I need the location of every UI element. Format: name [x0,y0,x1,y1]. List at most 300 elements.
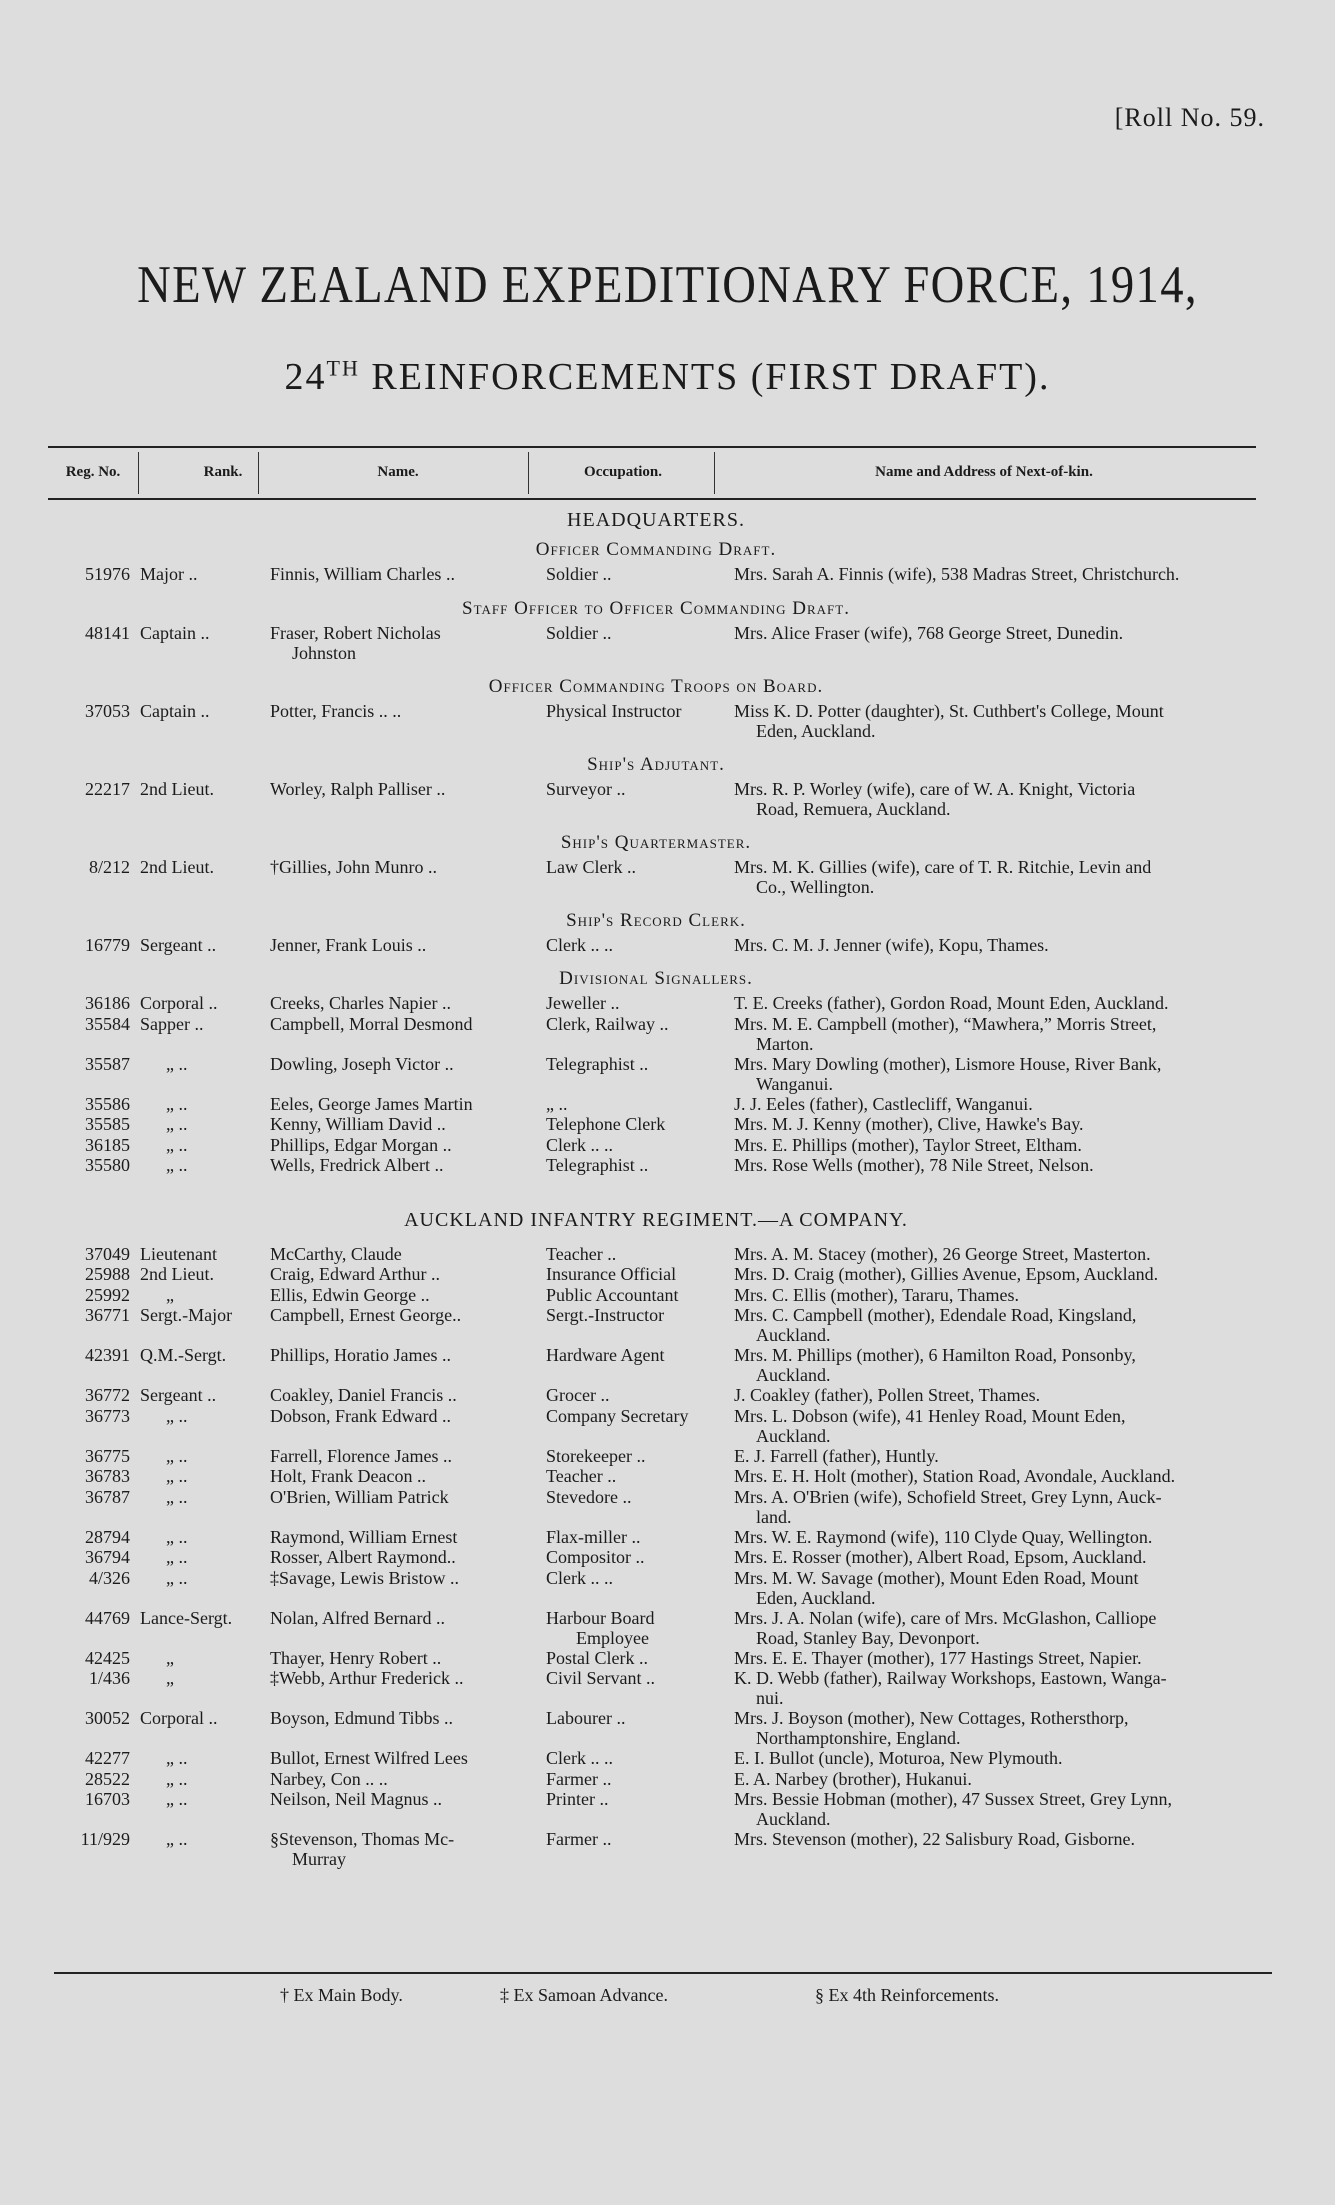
soldier-name-line: ‡Webb, Arthur Frederick .. [270,1668,464,1688]
soldier-name-line: Worley, Ralph Palliser .. [270,778,446,799]
page-title: NEW ZEALAND EXPEDITIONARY FORCE, 1914, [137,256,1198,314]
soldier-name [266,1568,580,1588]
rank-line: Captain .. [140,700,210,721]
reg-number-line: 36772 [85,1385,130,1405]
next-of-kin-continuation: Co., Wellington. [756,876,875,897]
next-of-kin-line: E. I. Bullot (uncle), Moturoa, New Plymouth. [734,1748,1063,1768]
rank-line: 2nd Lieut. [140,856,214,877]
occupation-line: Telegraphist .. [546,1053,649,1074]
next-of-kin [728,1114,1324,1134]
soldier-name-line: Eeles, George James Martin [270,1093,473,1114]
occupation-line: Harbour Board [546,1607,655,1628]
reg-number [48,1014,130,1034]
next-of-kin [728,1014,1324,1054]
subtitle-suffix: TH [326,355,360,381]
soldier-name [266,1305,580,1325]
soldier-name-line: Rosser, Albert Raymond.. [270,1547,456,1567]
rank-line: „ .. [166,1547,188,1567]
next-of-kin [728,1547,1324,1567]
soldier-name [266,1446,580,1466]
col-name: Name. [377,464,419,480]
next-of-kin-line: Mrs. E. E. Thayer (mother), 177 Hastings Street, Napier. [734,1647,1142,1668]
section-heading: AUCKLAND INFANTRY REGIMENT.—A COMPANY. [404,1208,908,1231]
next-of-kin [728,1568,1324,1608]
next-of-kin [728,1769,1324,1789]
next-of-kin-line: E. J. Farrell (father), Huntly. [734,1445,939,1466]
reg-number-line: 48141 [85,622,130,643]
next-of-kin [728,1264,1324,1284]
occupation-line: Telegraphist .. [546,1155,649,1175]
reg-number-line: 36794 [85,1547,130,1567]
rank-line: Sergeant .. [140,1385,217,1405]
occupation-line: Compositor .. [546,1547,645,1567]
occupation-line: Telephone Clerk [546,1114,666,1134]
reg-number [48,1244,130,1264]
reg-number [48,779,130,799]
soldier-name-line: Nolan, Alfred Bernard .. [270,1607,445,1628]
next-of-kin-line: Mrs. M. W. Savage (mother), Mount Eden Road, Mount [734,1567,1139,1588]
soldier-name [266,1829,580,1869]
soldier-name-line: Thayer, Henry Robert .. [270,1647,442,1668]
soldier-name-line: Dowling, Joseph Victor .. [270,1053,454,1074]
rank-line: „ .. [166,1155,188,1175]
next-of-kin [728,1244,1324,1264]
next-of-kin [728,564,1324,584]
soldier-name [266,1547,580,1567]
section-heading: Ship's Adjutant. [587,753,725,775]
reg-number-line: 36787 [85,1486,130,1507]
next-of-kin [728,1385,1324,1405]
section-heading: HEADQUARTERS. [567,509,745,531]
soldier-name [266,1385,580,1405]
reg-number-line: 35585 [85,1114,130,1134]
occupation-line: Hardware Agent [546,1345,665,1365]
rank-line: Sapper .. [140,1013,204,1034]
reg-number [48,1547,130,1567]
rank-line: „ .. [166,1466,188,1486]
soldier-name [266,564,580,584]
next-of-kin-line: Mrs. Alice Fraser (wife), 768 George Street, Dunedin. [734,622,1124,643]
next-of-kin-line: Mrs. Mary Dowling (mother), Lismore House, River Bank, [734,1053,1162,1074]
soldier-name [266,1466,580,1486]
reg-number-line: 8/212 [88,856,130,877]
rank-line: Q.M.-Sergt. [140,1345,227,1365]
soldier-name-continuation: Johnston [292,642,357,663]
soldier-name-line: §Stevenson, Thomas Mc- [270,1829,455,1849]
reg-number [48,1114,130,1134]
next-of-kin-line: J. Coakley (father), Pollen Street, Thames. [734,1385,1041,1405]
occupation-line: Stevedore .. [546,1486,632,1507]
next-of-kin-continuation: Eden, Auckland. [756,720,876,741]
occupation-line: Jeweller .. [546,993,620,1013]
reg-number [48,1568,130,1588]
next-of-kin [728,1789,1324,1829]
soldier-name [266,1054,580,1074]
occupation-line: Farmer .. [546,1768,612,1789]
occupation-line: Soldier .. [546,564,612,584]
occupation-line: Physical Instructor [546,700,682,721]
next-of-kin [728,993,1324,1013]
soldier-name-line: Fraser, Robert Nicholas [270,622,441,643]
reg-number [48,1769,130,1789]
reg-number [48,1345,130,1365]
soldier-name [266,701,580,721]
reg-number-line: 35584 [85,1013,130,1034]
next-of-kin [728,857,1324,897]
soldier-name-line: Campbell, Morral Desmond [270,1013,473,1034]
occupation-continuation: Employee [576,1627,649,1648]
next-of-kin-continuation: Wanganui. [756,1073,834,1094]
rank-line: Sergeant .. [140,934,217,955]
reg-number [48,1668,130,1688]
reg-number-line: 36773 [85,1405,130,1426]
rank-line: Major .. [140,564,198,584]
next-of-kin [728,1094,1324,1114]
reg-number-line: 22217 [85,778,130,799]
reg-number-line: 37053 [85,700,130,721]
section-heading: Officer Commanding Draft. [535,539,777,560]
next-of-kin [728,1708,1324,1748]
rank-line: „ [166,1647,174,1668]
reg-number-line: 28522 [85,1768,130,1789]
rank-line: „ .. [166,1486,188,1507]
rank-line: „ .. [166,1526,188,1547]
next-of-kin-continuation: Road, Stanley Bay, Devonport. [756,1627,980,1648]
occupation-line: Surveyor .. [546,778,626,799]
soldier-name [266,857,580,877]
soldier-name [266,993,580,1013]
rank-line: „ [166,1284,174,1305]
occupation-line: Clerk .. .. [546,934,613,955]
soldier-name-line: McCarthy, Claude [270,1243,402,1264]
section-heading: Ship's Record Clerk. [566,909,746,931]
reg-number [48,1708,130,1728]
next-of-kin [728,1054,1324,1094]
soldier-name-line: Jenner, Frank Louis .. [270,934,427,955]
reg-number [48,1608,130,1628]
roll-number: [Roll No. 59. [1114,103,1265,132]
next-of-kin [728,1748,1324,1768]
rank-line: „ .. [166,1053,188,1074]
next-of-kin-line: Mrs. R. P. Worley (wife), care of W. A. Knight, Victoria [734,778,1136,799]
reg-number [48,1466,130,1486]
reg-number [48,1789,130,1809]
section-heading: Officer Commanding Troops on Board. [488,675,824,697]
reg-number [48,1648,130,1668]
rank-line: 2nd Lieut. [140,1264,214,1284]
soldier-name-line: †Gillies, John Munro .. [270,856,438,877]
soldier-name [266,1487,580,1507]
occupation-line: Flax-miller .. [546,1526,641,1547]
next-of-kin-line: Mrs. C. M. J. Jenner (wife), Kopu, Thames. [734,934,1049,955]
rank-line: „ .. [166,1405,188,1426]
occupation-line: Clerk .. .. [546,1134,613,1155]
next-of-kin [728,935,1324,955]
next-of-kin-continuation: Auckland. [756,1365,831,1385]
next-of-kin [728,779,1324,819]
reg-number [48,1054,130,1074]
next-of-kin-line: Mrs. A. M. Stacey (mother), 26 George Street, Masterton. [734,1243,1151,1264]
soldier-name-line: Bullot, Ernest Wilfred Lees [270,1748,468,1768]
soldier-name [266,1748,580,1768]
footnote-samoan-advance: ‡ Ex Samoan Advance. [500,1985,668,2005]
reg-number [48,1094,130,1114]
rank-line: „ .. [166,1789,188,1809]
next-of-kin-line: Mrs. E. H. Holt (mother), Station Road, Avondale, Auckland. [734,1466,1176,1486]
occupation-line: Storekeeper .. [546,1445,646,1466]
rank-line: „ .. [166,1114,188,1134]
occupation-line: Farmer .. [546,1829,612,1849]
occupation-line: Grocer .. [546,1385,610,1405]
next-of-kin [728,1487,1324,1527]
rank-line: Corporal .. [140,1708,218,1728]
reg-number-line: 37049 [85,1243,130,1264]
next-of-kin-line: Mrs. M. E. Campbell (mother), “Mawhera,” Morris Street, [734,1013,1157,1034]
next-of-kin-line: Mrs. Stevenson (mother), 22 Salisbury Road, Gisborne. [734,1829,1135,1849]
occupation-line: Teacher .. [546,1466,617,1486]
next-of-kin-line: Mrs. M. Phillips (mother), 6 Hamilton Road, Ponsonby, [734,1345,1136,1365]
occupation-line: Civil Servant .. [546,1668,655,1688]
subtitle-text: REINFORCEMENTS (FIRST DRAFT). [359,356,1051,398]
rank-line: Captain .. [140,622,210,643]
reg-number-line: 30052 [85,1708,130,1728]
soldier-name-line: Creeks, Charles Napier .. [270,993,451,1013]
reg-number [48,1385,130,1405]
next-of-kin-line: Mrs. Sarah A. Finnis (wife), 538 Madras Street, Christchurch. [734,564,1180,584]
soldier-name-line: Finnis, William Charles .. [270,564,455,584]
next-of-kin [728,1406,1324,1446]
occupation-line: Postal Clerk .. [546,1647,648,1668]
reg-number [48,1748,130,1768]
soldier-name-line: Farrell, Florence James .. [270,1445,452,1466]
soldier-name [266,1668,580,1688]
next-of-kin-continuation: Auckland. [756,1325,831,1345]
soldier-name-line: Kenny, William David .. [270,1114,446,1134]
reg-number-line: 16779 [85,934,130,955]
next-of-kin [728,701,1324,741]
reg-number [48,1527,130,1547]
next-of-kin-line: Mrs. M. K. Gillies (wife), care of T. R. Ritchie, Levin and [734,856,1152,877]
next-of-kin [728,1466,1324,1486]
reg-number-line: 44769 [85,1607,130,1628]
next-of-kin [728,1608,1324,1648]
next-of-kin [728,1527,1324,1547]
reg-number [48,1305,130,1325]
reg-number [48,564,130,584]
rank-line: „ .. [166,1768,188,1789]
next-of-kin-continuation: Auckland. [756,1809,831,1829]
reg-number-line: 25988 [85,1264,130,1284]
next-of-kin [728,623,1324,643]
soldier-name [266,1648,580,1668]
next-of-kin-line: Miss K. D. Potter (daughter), St. Cuthbert's College, Mount [734,700,1164,721]
next-of-kin-line: Mrs. Bessie Hobman (mother), 47 Sussex Street, Grey Lynn, [734,1789,1172,1809]
occupation-line: Public Accountant [546,1284,679,1305]
soldier-name [266,1527,580,1547]
occupation-line: Law Clerk .. [546,856,636,877]
soldier-name [266,623,580,663]
reg-number-line: 16703 [85,1789,130,1809]
next-of-kin [728,1305,1324,1345]
soldier-name [266,935,580,955]
soldier-name-line: Narbey, Con .. .. [270,1768,388,1789]
occupation-line: Insurance Official [546,1264,677,1284]
next-of-kin-continuation: land. [756,1506,792,1527]
soldier-name-line: Neilson, Neil Magnus .. [270,1789,442,1809]
next-of-kin-line: E. A. Narbey (brother), Hukanui. [734,1768,972,1789]
reg-number [48,857,130,877]
reg-number [48,1155,130,1175]
next-of-kin-line: Mrs. E. Rosser (mother), Albert Road, Epsom, Auckland. [734,1547,1147,1567]
column-header [48,446,1256,500]
next-of-kin [728,1345,1324,1385]
rank-line: „ .. [166,1445,188,1466]
soldier-name-continuation: Murray [292,1849,346,1869]
next-of-kin [728,1648,1324,1668]
soldier-name [266,1135,580,1155]
reg-number-line: 36185 [85,1134,130,1155]
reg-number [48,623,130,643]
reg-number [48,1487,130,1507]
soldier-name-line: Potter, Francis .. .. [270,700,402,721]
subtitle-number: 24 [284,356,327,398]
rank-line: Corporal .. [140,993,218,1013]
reg-number [48,935,130,955]
occupation-line: Printer .. [546,1789,609,1809]
soldier-name [266,1244,580,1264]
soldier-name-line: Coakley, Daniel Francis .. [270,1385,457,1405]
col-rank: Rank. [203,464,243,480]
section-heading: Staff Officer to Officer Commanding Draft. [462,597,850,619]
rank-line: „ .. [166,1093,188,1114]
next-of-kin-line: K. D. Webb (father), Railway Workshops, Eastown, Wanga- [734,1668,1167,1688]
occupation-line: Labourer .. [546,1708,626,1728]
reg-number [48,1406,130,1426]
next-of-kin-continuation: Auckland. [756,1425,831,1446]
next-of-kin [728,1829,1324,1849]
rank-line: „ [166,1668,174,1688]
next-of-kin [728,1285,1324,1305]
reg-number [48,993,130,1013]
soldier-name-line: Craig, Edward Arthur .. [270,1264,440,1284]
soldier-name-line: Holt, Frank Deacon .. [270,1466,426,1486]
rank-line: Lieutenant [140,1243,217,1264]
footnote-main-body: † Ex Main Body. [280,1985,403,2005]
soldier-name-line: Campbell, Ernest George.. [270,1305,462,1325]
soldier-name [266,1608,580,1628]
rank-line: „ .. [166,1567,188,1588]
soldier-name-line: Phillips, Edgar Morgan .. [270,1134,452,1155]
occupation-line: Company Secretary [546,1405,689,1426]
next-of-kin-continuation: Marton. [756,1033,814,1054]
reg-number-line: 36783 [85,1466,130,1486]
rank-line: „ .. [166,1748,188,1768]
reg-number [48,1446,130,1466]
page-subtitle [0,355,1335,399]
reg-number [48,1264,130,1284]
reg-number-line: 42391 [85,1345,130,1365]
soldier-name [266,1014,580,1034]
next-of-kin-line: T. E. Creeks (father), Gordon Road, Mount Eden, Auckland. [734,993,1169,1013]
occupation-line: Clerk .. .. [546,1748,613,1768]
next-of-kin-continuation: nui. [756,1688,784,1708]
rank-line: Sergt.-Major [140,1305,233,1325]
reg-number [48,1135,130,1155]
reg-number-line: 42277 [85,1748,130,1768]
occupation-line: Sergt.-Instructor [546,1305,665,1325]
reg-number-line: 1/436 [88,1668,130,1688]
soldier-name-line: O'Brien, William Patrick [270,1486,449,1507]
occupation-line: Soldier .. [546,622,612,643]
next-of-kin-line: Mrs. M. J. Kenny (mother), Clive, Hawke's Bay. [734,1114,1084,1134]
next-of-kin [728,1668,1324,1708]
soldier-name [266,1345,580,1365]
next-of-kin-line: Mrs. L. Dobson (wife), 41 Henley Road, Mount Eden, [734,1405,1126,1426]
soldier-name [266,1708,580,1728]
next-of-kin [728,1135,1324,1155]
reg-number-line: 36186 [85,993,130,1013]
soldier-name-line: Ellis, Edwin George .. [270,1284,430,1305]
section-heading: Divisional Signallers. [559,968,753,989]
soldier-name [266,1285,580,1305]
next-of-kin [728,1155,1324,1175]
next-of-kin-line: Mrs. W. E. Raymond (wife), 110 Clyde Quay, Wellington. [734,1526,1153,1547]
soldier-name [266,1406,580,1426]
occupation-line: „ .. [546,1093,568,1114]
next-of-kin [728,1446,1324,1466]
footer-rule [54,1972,1272,1974]
next-of-kin-line: Mrs. C. Ellis (mother), Tararu, Thames. [734,1284,1020,1305]
next-of-kin-continuation: Eden, Auckland. [756,1587,876,1608]
col-reg: Reg. No. [65,464,121,480]
rank-line: Lance-Sergt. [140,1607,233,1628]
reg-number-line: 35580 [85,1155,130,1175]
soldier-name [266,1789,580,1809]
soldier-name-line: Raymond, William Ernest [270,1526,458,1547]
col-next-of-kin: Name and Address of Next-of-kin. [875,464,1093,480]
soldier-name [266,1769,580,1789]
next-of-kin-line: Mrs. D. Craig (mother), Gillies Avenue, Epsom, Auckland. [734,1264,1159,1284]
soldier-name-line: Dobson, Frank Edward .. [270,1405,451,1426]
reg-number-line: 28794 [85,1526,130,1547]
next-of-kin-line: Mrs. J. Boyson (mother), New Cottages, Rothersthorp, [734,1708,1129,1728]
reg-number [48,1285,130,1305]
reg-number-line: 25992 [85,1284,130,1305]
soldier-name [266,779,580,799]
next-of-kin-line: Mrs. Rose Wells (mother), 78 Nile Street, Nelson. [734,1155,1094,1175]
next-of-kin-line: Mrs. C. Campbell (mother), Edendale Road, Kingsland, [734,1305,1137,1325]
next-of-kin-line: Mrs. J. A. Nolan (wife), care of Mrs. McGlashon, Calliope [734,1607,1157,1628]
rank-line: „ .. [166,1134,188,1155]
reg-number-line: 51976 [85,564,130,584]
reg-number-line: 11/929 [80,1829,130,1849]
rank-line: 2nd Lieut. [140,778,214,799]
reg-number [48,1829,130,1849]
soldier-name-line: ‡Savage, Lewis Bristow .. [270,1567,459,1588]
section-heading: Ship's Quartermaster. [560,831,752,853]
next-of-kin-line: J. J. Eeles (father), Castlecliff, Wanganui. [734,1093,1033,1114]
next-of-kin-line: Mrs. A. O'Brien (wife), Schofield Street, Grey Lynn, Auck- [734,1486,1162,1507]
footnote-4th-reinforcements: § Ex 4th Reinforcements. [815,1985,999,2005]
reg-number-line: 42425 [85,1647,130,1668]
reg-number-line: 36771 [85,1305,130,1325]
reg-number-line: 35586 [85,1093,130,1114]
soldier-name [266,1114,580,1134]
reg-number-line: 35587 [85,1053,130,1074]
reg-number [48,701,130,721]
rank-line: „ .. [166,1829,188,1849]
soldier-name [266,1094,580,1114]
